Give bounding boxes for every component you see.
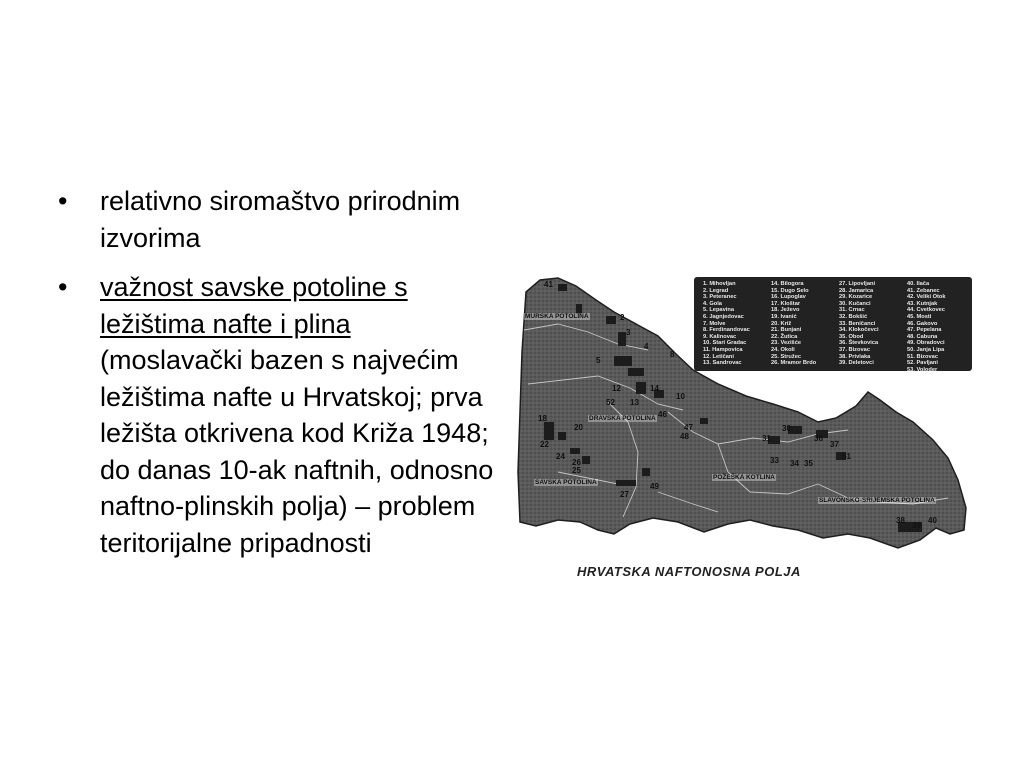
legend-entry: 33. Beničanci	[839, 320, 876, 327]
legend-entry: 3. Peteranec	[703, 294, 737, 301]
region-label-savska: SAVSKA POTOLINA	[535, 479, 597, 486]
field-number-label: 40	[928, 516, 937, 525]
legend-entry: 37. Bizovac	[839, 346, 870, 353]
legend-entry: 34. Klokočevci	[839, 327, 879, 334]
field-number-label: 33	[770, 456, 779, 465]
field-number-label: 13	[630, 398, 639, 407]
legend-entry: 11. Hampovica	[703, 346, 743, 353]
field-number-label: 24	[556, 452, 565, 461]
map-title: HRVATSKA NAFTONOSNA POLJA	[577, 564, 801, 579]
field-number-label: 2	[620, 313, 625, 322]
legend-entry: 52. Pavljani	[907, 360, 938, 367]
legend-entry: 1. Mihovljan	[703, 281, 736, 287]
bullet-text: (moslavački bazen s najvećim ležištima nafte u Hrvatskoj; prva ležišta otkrivena kod Križa 1948; do danas 10-ak naftnih, odnosno naftno-plinskih polja) – problem teritorijalne pripadnosti	[100, 345, 494, 558]
legend-entry: 29. Kozarice	[839, 294, 873, 301]
legend-entry: 44. Cvetkovec	[907, 307, 945, 314]
bullet-item-1	[58, 183, 498, 256]
field-number-label: 47	[684, 423, 693, 432]
legend-entry: 7. Molve	[703, 320, 726, 327]
region-label-dravska: DRAVSKA POTOLINA	[589, 415, 656, 422]
region-label-pozeska: POŽEŠKA KOTLINA	[713, 474, 775, 481]
legend-entry: 26. Mramor Brdo	[771, 360, 817, 367]
field-number-label: 41	[544, 280, 553, 289]
field-number-label: 20	[574, 423, 583, 432]
field-number-label: 34	[790, 459, 799, 468]
legend-entry: 42. Veliki Otok	[907, 294, 946, 301]
field-number-label: 46	[658, 410, 667, 419]
legend-entry: 32. Bokšić	[839, 313, 868, 320]
field-number-label: 10	[676, 392, 685, 401]
legend-entry: 12. Letičani	[703, 353, 734, 360]
legend-entry: 21. Bunjani	[771, 327, 802, 334]
legend-entry: 27. Lipovljani	[839, 281, 876, 287]
field-number-label: 8	[670, 350, 675, 359]
legend-entry: 30. Kučanci	[839, 300, 871, 307]
legend-entry: 43. Kutnjak	[907, 300, 938, 307]
legend-column-1	[697, 281, 765, 367]
field-number-label: 18	[538, 414, 547, 423]
field-number-label: 30	[782, 424, 791, 433]
legend-entry: 25. Stružec	[771, 353, 802, 360]
legend-entry: 41. Zebanec	[907, 287, 940, 294]
legend-entry: 8. Ferdinandovac	[703, 327, 750, 334]
legend-entry: 40. Ilača	[907, 281, 930, 287]
legend-entry: 51. Bizovac	[907, 353, 938, 360]
legend-entry: 19. Ivanić	[771, 313, 797, 320]
field-number-label: 48	[680, 432, 689, 441]
legend-entry: 47. Pepelana	[907, 327, 942, 334]
legend-entry: 39. Deletovci	[839, 360, 874, 367]
legend-entry: 53. Voloder	[907, 366, 938, 373]
field-number-label: 35	[804, 459, 813, 468]
legend-column-2	[765, 281, 833, 367]
field-number-label: 4	[644, 342, 649, 351]
legend-column-3	[833, 281, 901, 367]
field-number-label: 27	[620, 490, 629, 499]
legend-entry: 20. Križ	[771, 320, 792, 327]
bullet-marker: •	[58, 272, 68, 302]
legend-entry: 9. Kalinovac	[703, 333, 737, 340]
region-label-murska: MURSKA POTOLINA	[525, 313, 589, 320]
field-number-label: 38	[896, 516, 905, 525]
bullet-marker: •	[58, 186, 68, 216]
legend-entry: 50. Janja Lipa	[907, 346, 945, 353]
field-number-label: 26	[572, 458, 581, 467]
legend-entry: 36. Števkovica	[839, 340, 879, 347]
legend-entry: 28. Jamarica	[839, 287, 874, 294]
field-number-label: 49	[650, 482, 659, 491]
bullet-underlined-text: važnost savske potoline s ležištima nafte i plina	[100, 272, 408, 339]
legend-entry: 45. Mosti	[907, 313, 932, 320]
legend-entry: 10. Stari Gradac	[703, 340, 747, 347]
legend-entry: 14. Bilogora	[771, 281, 804, 287]
field-number-label: 22	[540, 440, 549, 449]
bullet-item-2	[58, 269, 498, 561]
legend-entry: 31. Crnac	[839, 307, 865, 314]
legend-entry: 5. Lepavina	[703, 307, 734, 314]
legend-entry: 48. Cabuna	[907, 333, 938, 340]
legend-entry: 23. Vezišće	[771, 340, 802, 347]
field-number-label: 51	[842, 452, 851, 461]
region-label-slavonsko-srijemska: SLAVONSKO-SRIJEMSKA POTOLINA	[819, 497, 935, 504]
legend-entry: 6. Jagnjedovac	[703, 313, 744, 320]
bullet-list	[58, 183, 498, 574]
legend-entry: 46. Gakovo	[907, 320, 938, 327]
field-number-label: 31	[762, 434, 771, 443]
legend-entry: 38. Privlaka	[839, 353, 871, 360]
field-number-label: 3	[626, 328, 631, 337]
field-number-label: 14	[650, 384, 659, 393]
field-number-label: 12	[612, 384, 621, 393]
bullet-text: relativno siromaštvo prirodnim izvorima	[100, 186, 461, 253]
legend-entry: 35. Obod	[839, 333, 864, 340]
legend-entry: 24. Okoli	[771, 346, 795, 353]
field-number-label: 39	[912, 521, 921, 530]
field-number-label: 25	[572, 466, 581, 475]
field-number-label: 5	[596, 356, 601, 365]
field-number-label: 37	[830, 440, 839, 449]
map-legend	[694, 277, 972, 371]
legend-entry: 13. Sandrovac	[703, 360, 742, 367]
legend-entry: 17. Kloštar	[771, 300, 801, 307]
legend-entry: 16. Lupoglav	[771, 294, 806, 301]
legend-entry: 2. Legrad	[703, 287, 729, 294]
legend-entry: 22. Žutica	[771, 333, 798, 340]
legend-column-4	[901, 281, 969, 373]
legend-entry: 4. Gola	[703, 300, 722, 307]
legend-entry: 49. Obradovci	[907, 340, 945, 347]
field-number-label: 36	[814, 434, 823, 443]
legend-entry: 15. Dugo Selo	[771, 287, 809, 294]
legend-entry: 18. Ježevo	[771, 307, 800, 314]
field-number-label: 52	[606, 398, 615, 407]
